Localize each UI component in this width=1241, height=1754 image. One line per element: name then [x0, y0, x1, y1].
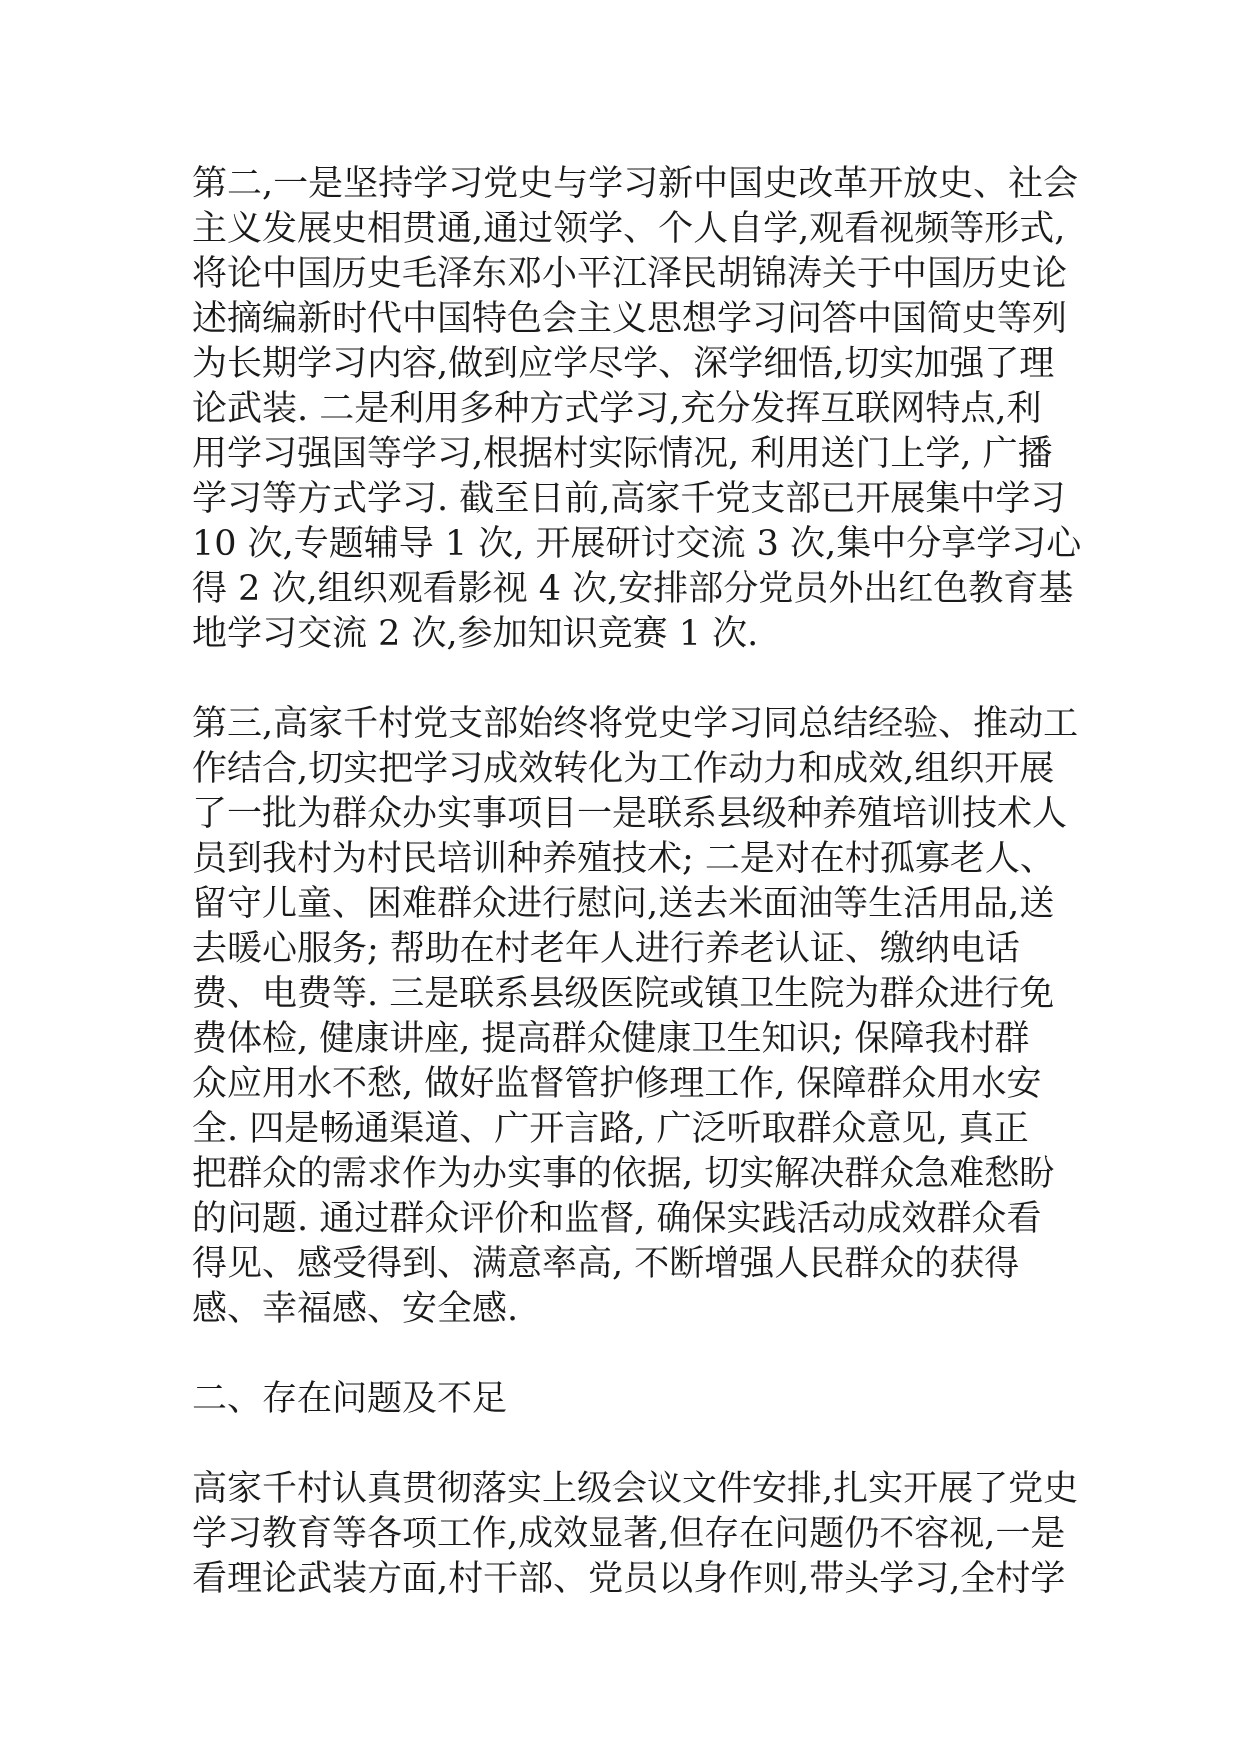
- text-line: 全. 四是畅通渠道、广开言路, 广泛听取群众意见, 真正: [192, 1109, 1029, 1149]
- paragraph: [192, 1467, 1079, 1602]
- text-line: 地学习交流 2 次,参加知识竞赛 1 次.: [192, 614, 759, 654]
- text-line: 第二,一是坚持学习党史与学习新中国史改革开放史、社会: [192, 164, 1079, 204]
- text-line: 去暖心服务; 帮助在村老年人进行养老认证、缴纳电话: [192, 929, 1020, 969]
- text-line: 把群众的需求作为办实事的依据, 切实解决群众急难愁盼: [192, 1154, 1055, 1194]
- paragraph: [192, 162, 1082, 657]
- text-line: 众应用水不愁, 做好监督管护修理工作, 保障群众用水安: [192, 1064, 1042, 1104]
- text-line: 主义发展史相贯通,通过领学、个人自学,观看视频等形式,: [192, 209, 1066, 249]
- paragraph: [192, 702, 1079, 1332]
- text-line: 高家千村认真贯彻落实上级会议文件安排,扎实开展了党史: [192, 1469, 1079, 1509]
- section-heading: 二、存在问题及不足: [192, 1379, 508, 1419]
- text-line: 了一批为群众办实事项目一是联系县级种养殖培训技术人: [192, 794, 1068, 834]
- text-line: 费、电费等. 三是联系县级医院或镇卫生院为群众进行免: [192, 974, 1055, 1014]
- text-line: 述摘编新时代中国特色会主义思想学习问答中国简史等列: [192, 299, 1068, 339]
- paragraph-spacer: [192, 1332, 1052, 1377]
- text-line: 学习教育等各项工作,成效显著,但存在问题仍不容视,一是: [192, 1514, 1066, 1554]
- text-line: 感、幸福感、安全感.: [192, 1289, 519, 1329]
- text-line: 用学习强国等学习,根据村实际情况, 利用送门上学, 广播: [192, 434, 1053, 474]
- text-line: 为长期学习内容,做到应学尽学、深学细悟,切实加强了理: [192, 344, 1055, 384]
- text-line: 得见、感受得到、满意率高, 不断增强人民群众的获得: [192, 1244, 1020, 1284]
- text-line: 得 2 次,组织观看影视 4 次,安排部分党员外出红色教育基: [192, 569, 1074, 609]
- text-line: 留守儿童、困难群众进行慰问,送去米面油等生活用品,送: [192, 884, 1055, 924]
- text-line: 10 次,专题辅导 1 次, 开展研讨交流 3 次,集中分享学习心: [192, 524, 1082, 564]
- text-line: 学习等方式学习. 截至日前,高家千党支部已开展集中学习: [192, 479, 1066, 519]
- text-line: 的问题. 通过群众评价和监督, 确保实践活动成效群众看: [192, 1199, 1042, 1239]
- text-line: 将论中国历史毛泽东邓小平江泽民胡锦涛关于中国历史论: [192, 254, 1068, 294]
- text-line: 看理论武装方面,村干部、党员以身作则,带头学习,全村学: [192, 1559, 1066, 1599]
- text-line: 作结合,切实把学习成效转化为工作动力和成效,组织开展: [192, 749, 1055, 789]
- document-body: [192, 162, 1082, 1602]
- text-line: 论武装. 二是利用多种方式学习,充分发挥互联网特点,利: [192, 389, 1042, 429]
- paragraph-spacer: [192, 1422, 1052, 1467]
- text-line: 员到我村为村民培训种养殖技术; 二是对在村孤寡老人、: [192, 839, 1055, 879]
- text-line: 第三,高家千村党支部始终将党史学习同总结经验、推动工: [192, 704, 1079, 744]
- paragraph-spacer: [192, 657, 1052, 702]
- text-line: 费体检, 健康讲座, 提高群众健康卫生知识; 保障我村群: [192, 1019, 1030, 1059]
